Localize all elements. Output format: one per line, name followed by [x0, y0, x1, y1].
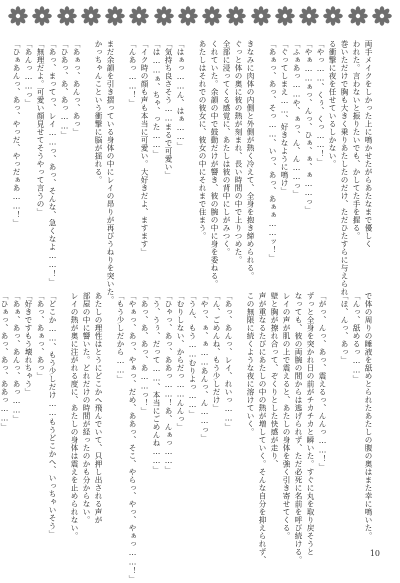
text-line: 「イク時の顔も声も本当に可愛い。大好きだよ、ますます」	[140, 40, 149, 256]
chrysanthemum-flower-icon	[226, 6, 246, 26]
chrysanthemum-flower-icon	[129, 6, 149, 26]
text-line: 「あんっ……っ」	[24, 40, 33, 107]
paragraph-gap	[328, 292, 338, 542]
text-line: 「あっ、あぁっ、あっ」	[36, 292, 45, 380]
text-line: きなみに肉体の内側と外側が熱く冷えて、全身を抱き締められる。	[246, 40, 255, 280]
paragraph-gap	[82, 40, 92, 270]
text-line: 「んっ、舐めるっ……」	[352, 292, 361, 383]
text-line: 「ふぁあっ……や、ぁっ、ん、ん……っ」	[292, 40, 301, 198]
text-line: 声が重なるたびにあたしの中の熱が増していく。そんな自分を抑えられず、	[258, 292, 267, 564]
text-line: 全部に浸ってくる感覚に、あたしは彼の背中にしがみつく。	[222, 40, 231, 256]
text-line: 「どこか……、もう少しだけ……もうどこかへ、いっちゃいそう」	[48, 292, 57, 538]
text-line: かっちゃんこという衝撃に脳が揺れる。	[94, 40, 103, 184]
text-line: 「うん、もう……むりよっ……」	[188, 292, 197, 418]
chrysanthemum-flower-icon	[178, 6, 198, 26]
paragraph-gap	[256, 40, 266, 270]
text-line: 「ん、ごめんね、もう少しだけ」	[212, 292, 221, 412]
text-line: 「ぐってしまえ……、好きなように鳴け」	[280, 40, 289, 195]
text-line: ぐっと体の奥に彼の熱が刻まれ、長い時間の中で上りつめた。	[234, 40, 243, 264]
upper-text-block	[12, 40, 374, 304]
text-line: 巻いただけで胸も大きく乗りあたしたのだけ、ただひたすらに与えられ	[340, 40, 349, 296]
chrysanthemum-flower-icon	[8, 6, 28, 26]
text-line: 「あぁ、あっ、あんっ、あっ……」	[12, 292, 21, 423]
text-line: 「あぁっ、あっ、そっ……、いっ、あっ、あぁぁ……ッ！」	[268, 40, 277, 262]
paragraph-gap	[0, 40, 10, 270]
chrysanthemum-flower-icon	[105, 6, 125, 26]
text-line: レイの熱が奥に注がれる度に、あたしの身体は震えを止められない。	[70, 292, 79, 540]
text-line: まだ余韻を引き摺っている身体の中にレイの昂りが再びうねりを突いた。	[106, 40, 115, 304]
page-number: 10	[369, 549, 380, 558]
chrysanthemum-flower-icon	[275, 6, 295, 26]
text-line: 「ひゃっ、あっ、ああっ……！あ、んぁっ……」	[164, 292, 173, 474]
text-line: あたしはそれでの彼女に、彼女の中にそれまで住まう。	[198, 40, 207, 240]
text-line: 「ほ、んっ、あっ」	[340, 292, 349, 364]
text-line: 「無理だよ。可愛い顔見せてそうやって言うの」	[36, 40, 45, 216]
text-line: 「ひぁっ、あっ、あっ、ああっ……」	[0, 292, 9, 431]
text-line: 「んあっ……！」	[128, 40, 137, 107]
chrysanthemum-flower-icon	[372, 6, 392, 26]
chrysanthemum-flower-icon	[32, 6, 52, 26]
text-line: 「やぁ……ぁっ、んっ、ひぁ、ぁ、ぁ……っ」	[304, 40, 313, 214]
paragraph-gap	[116, 40, 126, 270]
text-line: 「ひぁあんっ、あっ、やっだ、やっだぁあ……！」	[12, 40, 21, 227]
text-line: 「がっ、んっ、あっ、震えるっ、んんっ……！」	[318, 292, 327, 471]
text-line: 「やっ……、くぅ、くっ……！」	[316, 40, 325, 166]
text-line: 「好きですもう壊れちゃう」	[24, 292, 33, 396]
chrysanthemum-flower-icon	[251, 6, 271, 26]
text-line: 「あぁっ、あんっ、あっ」	[72, 40, 81, 136]
chrysanthemum-flower-icon	[348, 6, 368, 26]
text-line: 両手メイクをしかった上に鳴かせたがらあたなまで優しく	[364, 40, 373, 248]
text-line: なっても、彼の両腕の間からは逃げられず、ただ必死に名前を呼び続ける。	[294, 292, 303, 564]
chrysanthemum-flower-icon	[57, 6, 77, 26]
text-line: この無限に続くような夜に溶けていく。	[246, 292, 255, 436]
paragraph-gap	[186, 40, 196, 270]
text-line: 「ひあっ、あ、あっ……」	[60, 40, 69, 139]
text-line: る衝撃に夜を任せているしかない。	[328, 40, 337, 168]
text-line: 「やっ、ぁ、ぁ……あんっ、ん……っ」	[200, 292, 209, 442]
text-line: 部屋の中に響いた。どれだけの時間が経ったのかも分からない。	[82, 292, 91, 524]
paragraph-gap	[58, 292, 68, 542]
text-line: 「あっ、まってっ、レイ……っ、あっ、そんな、急くなよ……！」	[48, 40, 57, 286]
lower-text-block	[0, 292, 374, 583]
text-line: レイの声が肌の上で震えると、あたしの身体を強く引き寄せてくる。	[282, 292, 291, 540]
text-line: 「気持ち良さそう……まるで可愛い」	[164, 40, 173, 179]
text-line: 「はぁっ……ん、はぁ……」	[176, 40, 185, 150]
chrysanthemum-flower-icon	[202, 6, 222, 26]
text-line: 「あっ、あんっ、レイ、れいっ……」	[224, 292, 233, 431]
text-line: あたしの理性はとうにどこかへ飛んでいて、只押し出される声が	[94, 292, 103, 524]
paragraph-gap	[104, 292, 114, 542]
text-line: 「あっ、あ、あっ、あ……っ！」	[140, 292, 149, 415]
chrysanthemum-flower-icon	[81, 6, 101, 26]
ornament-border	[8, 6, 392, 26]
text-line: 「う、うぅ、だって……、本当にごめんね……」	[152, 292, 161, 474]
chrysanthemum-flower-icon	[299, 6, 319, 26]
text-line: くれていた。余韻の中で鼓動だけが響き、彼の腕の中に身を委ねる。	[210, 40, 219, 288]
text-line: ずっと全身を突かれ日の前がチカチカと瞬いた。すぐに丸を取り戻そうと	[306, 292, 315, 556]
text-line: 「むりしない、からだっ……んんっ」	[176, 292, 185, 431]
text-line: 「は……ぁ、ちゃ、った……」	[152, 40, 161, 158]
chrysanthemum-flower-icon	[154, 6, 174, 26]
text-line: で体の周りの睡液を舐めとられたあたしの腹の奥はまた幸に鳴いた。	[364, 292, 373, 540]
text-line: 「もう少しだから……」	[116, 292, 125, 383]
paragraph-gap	[234, 292, 244, 542]
text-line: 「やぁっ、あっ、やぁっ、だめ、ああっ、そこ、やらっ、やっ、やぁっ……！」	[128, 292, 137, 583]
text-line: 壁と胸が擦れ合って、ぞくりとした快感が走り、	[270, 292, 279, 468]
chrysanthemum-flower-icon	[323, 6, 343, 26]
text-line: われた。言わないと振りたいでも、かしてた手を握る。	[352, 40, 361, 240]
